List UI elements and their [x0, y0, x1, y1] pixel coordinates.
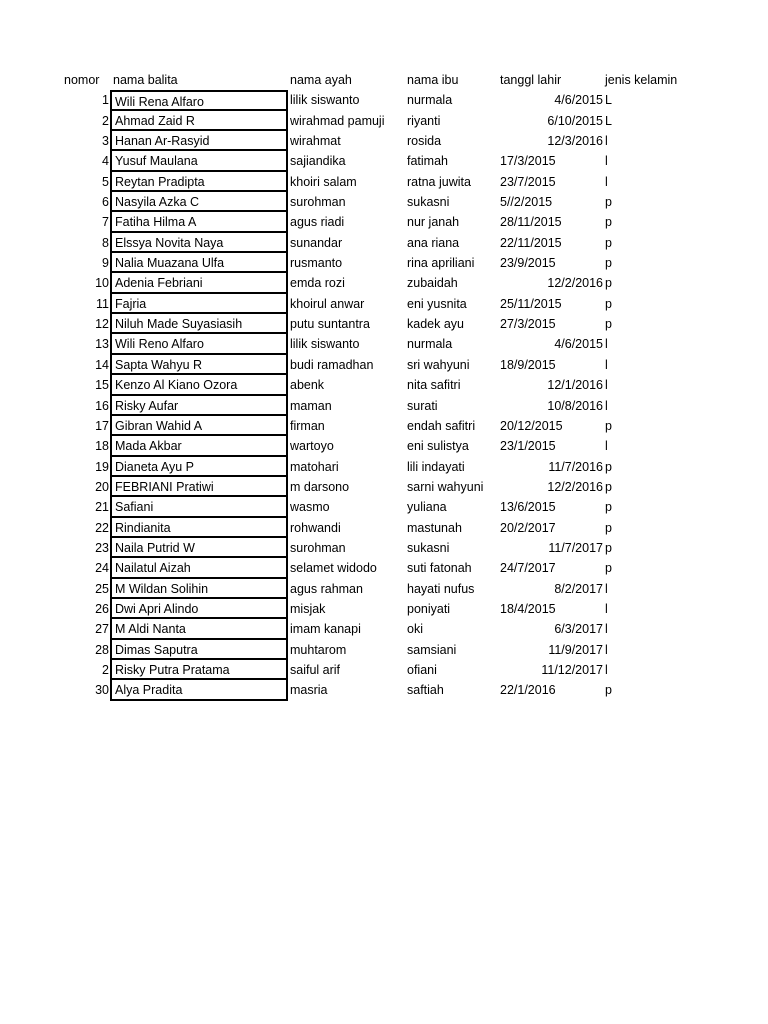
table-row: [0, 253, 768, 273]
cell-nomor: 26: [95, 601, 109, 616]
cell-nama-ayah: muhtarom: [290, 642, 347, 657]
cell-nama-ibu: nurmala: [407, 337, 453, 352]
cell-nomor: 21: [95, 500, 109, 515]
cell-nama-balita: Fatiha Hilma A: [110, 212, 288, 232]
cell-nama-ayah: agus rahman: [290, 581, 363, 596]
cell-jenis-kelamin: l: [605, 398, 608, 413]
cell-nama-balita: Risky Aufar: [110, 396, 288, 416]
cell-tanggal-lahir: 4/6/2015: [554, 337, 603, 352]
cell-jenis-kelamin: p: [605, 459, 612, 474]
table-row: [0, 497, 768, 517]
cell-nama-ibu: rina apriliani: [407, 256, 475, 271]
cell-nomor: 28: [95, 642, 109, 657]
cell-jenis-kelamin: p: [605, 561, 612, 576]
cell-jenis-kelamin: p: [605, 256, 612, 271]
cell-nama-ayah: agus riadi: [290, 215, 345, 230]
cell-nama-ibu: kadek ayu: [407, 317, 464, 332]
cell-jenis-kelamin: l: [605, 337, 608, 352]
cell-jenis-kelamin: p: [605, 215, 612, 230]
cell-nama-ibu: nita safitri: [407, 378, 461, 393]
cell-jenis-kelamin: p: [605, 683, 612, 698]
cell-nama-ibu: sri wahyuni: [407, 357, 470, 372]
cell-nama-ayah: budi ramadhan: [290, 357, 374, 372]
table-row: [0, 680, 768, 700]
table-body: [0, 90, 768, 700]
cell-nomor: 1: [102, 93, 109, 108]
cell-jenis-kelamin: p: [605, 195, 612, 210]
cell-nomor: 8: [102, 235, 109, 250]
cell-tanggal-lahir: 17/3/2015: [500, 154, 556, 169]
cell-tanggal-lahir: 5//2/2015: [500, 195, 553, 210]
cell-jenis-kelamin: l: [605, 581, 608, 596]
cell-jenis-kelamin: p: [605, 540, 612, 555]
cell-jenis-kelamin: l: [605, 439, 608, 454]
cell-nama-ayah: sunandar: [290, 235, 343, 250]
cell-jenis-kelamin: p: [605, 479, 612, 494]
cell-tanggal-lahir: 11/7/2016: [548, 459, 603, 474]
cell-tanggal-lahir: 23/9/2015: [500, 256, 556, 271]
cell-nama-ibu: ana riana: [407, 235, 460, 250]
cell-nama-ibu: mastunah: [407, 520, 462, 535]
cell-nama-ayah: m darsono: [290, 479, 350, 494]
cell-nama-balita: Fajria: [110, 294, 288, 314]
cell-nama-ibu: samsiani: [407, 642, 457, 657]
cell-nomor: 10: [95, 276, 109, 291]
cell-nama-ayah: rohwandi: [290, 520, 341, 535]
table-row: [0, 334, 768, 354]
cell-nama-ayah: rusmanto: [290, 256, 343, 271]
cell-nama-balita: Nalia Muazana Ulfa: [110, 253, 288, 273]
cell-nama-ibu: saftiah: [407, 683, 444, 698]
cell-jenis-kelamin: L: [605, 113, 612, 128]
cell-nomor: 9: [102, 256, 109, 271]
cell-nomor: 17: [95, 418, 109, 433]
cell-nomor: 19: [95, 459, 109, 474]
cell-tanggal-lahir: 12/2/2016: [547, 276, 603, 291]
cell-nama-balita: Niluh Made Suyasiasih: [110, 314, 288, 334]
cell-nama-balita: Kenzo Al Kiano Ozora: [110, 375, 288, 395]
cell-nama-ibu: zubaidah: [407, 276, 458, 291]
cell-jenis-kelamin: l: [605, 174, 608, 189]
cell-nomor: 5: [102, 174, 109, 189]
cell-nomor: 16: [95, 398, 109, 413]
header-nama-balita: nama balita: [113, 73, 178, 87]
cell-tanggal-lahir: 12/2/2016: [547, 479, 603, 494]
cell-nama-ayah: imam kanapi: [290, 622, 361, 637]
cell-tanggal-lahir: 20/2/2017: [500, 520, 556, 535]
header-nama-ibu: nama ibu: [407, 73, 459, 87]
cell-nama-ibu: sukasni: [407, 195, 450, 210]
cell-nama-ayah: wasmo: [290, 500, 330, 515]
cell-nama-balita: FEBRIANI Pratiwi: [110, 477, 288, 497]
cell-nama-balita: Elssya Novita Naya: [110, 233, 288, 253]
cell-tanggal-lahir: 23/1/2015: [500, 439, 556, 454]
cell-tanggal-lahir: 22/1/2016: [500, 683, 556, 698]
cell-nama-ibu: ratna juwita: [407, 174, 471, 189]
cell-nama-ibu: fatimah: [407, 154, 448, 169]
cell-nama-balita: Dimas Saputra: [110, 640, 288, 660]
cell-nama-ibu: eni sulistya: [407, 439, 469, 454]
cell-nomor: 30: [95, 683, 109, 698]
cell-nama-ibu: nur janah: [407, 215, 460, 230]
cell-nama-balita: Sapta Wahyu R: [110, 355, 288, 375]
cell-tanggal-lahir: 12/3/2016: [547, 134, 603, 149]
cell-nama-balita: Reytan Pradipta: [110, 172, 288, 192]
table-row: [0, 131, 768, 151]
table-row: [0, 640, 768, 660]
cell-nama-ayah: sajiandika: [290, 154, 346, 169]
cell-tanggal-lahir: 22/11/2015: [500, 235, 562, 250]
cell-nama-balita: Alya Pradita: [110, 680, 288, 700]
table-row: [0, 579, 768, 599]
cell-nama-ibu: poniyati: [407, 601, 451, 616]
cell-nama-ayah: misjak: [290, 601, 326, 616]
cell-nama-ayah: wirahmad pamuji: [290, 113, 385, 128]
cell-nama-ayah: selamet widodo: [290, 561, 377, 576]
cell-nama-ayah: matohari: [290, 459, 339, 474]
table-row: [0, 599, 768, 619]
cell-jenis-kelamin: p: [605, 296, 612, 311]
cell-nama-ibu: surati: [407, 398, 438, 413]
table-row: [0, 518, 768, 538]
cell-tanggal-lahir: 8/2/2017: [554, 581, 603, 596]
table-row: [0, 151, 768, 171]
cell-jenis-kelamin: l: [605, 134, 608, 149]
cell-nama-ibu: sukasni: [407, 540, 450, 555]
table-row: [0, 477, 768, 497]
cell-tanggal-lahir: 4/6/2015: [554, 93, 603, 108]
cell-nama-balita: Dwi Apri Alindo: [110, 599, 288, 619]
cell-nama-balita: Risky Putra Pratama: [110, 660, 288, 680]
cell-tanggal-lahir: 27/3/2015: [500, 317, 556, 332]
cell-nomor: 25: [95, 581, 109, 596]
cell-jenis-kelamin: l: [605, 378, 608, 393]
cell-jenis-kelamin: p: [605, 317, 612, 332]
cell-nama-ayah: putu suntantra: [290, 317, 370, 332]
cell-nama-ayah: abenk: [290, 378, 325, 393]
cell-nama-ayah: masria: [290, 683, 328, 698]
table-row: [0, 619, 768, 639]
cell-jenis-kelamin: l: [605, 642, 608, 657]
cell-nomor: 11: [96, 296, 109, 311]
cell-nama-balita: Hanan Ar-Rasyid: [110, 131, 288, 151]
cell-nama-ibu: oki: [407, 622, 423, 637]
cell-nomor: 6: [102, 195, 109, 210]
cell-nama-ibu: nurmala: [407, 93, 453, 108]
cell-nama-balita: Nasyila Azka C: [110, 192, 288, 212]
cell-nomor: 14: [95, 357, 109, 372]
cell-nama-ayah: lilik siswanto: [290, 337, 360, 352]
cell-nama-balita: Gibran Wahid A: [110, 416, 288, 436]
cell-nomor: 15: [95, 378, 109, 393]
cell-nomor: 4: [102, 154, 109, 169]
cell-nomor: 24: [95, 561, 109, 576]
cell-nama-balita: Wili Reno Alfaro: [110, 334, 288, 354]
cell-nama-balita: Nailatul Aizah: [110, 558, 288, 578]
table-row: [0, 111, 768, 131]
cell-nama-ayah: surohman: [290, 540, 346, 555]
cell-jenis-kelamin: p: [605, 235, 612, 250]
header-jenis-kelamin: jenis kelamin: [605, 73, 678, 87]
cell-nama-balita: Adenia Febriani: [110, 273, 288, 293]
cell-tanggal-lahir: 23/7/2015: [500, 174, 556, 189]
table-row: [0, 375, 768, 395]
cell-nomor: 22: [95, 520, 109, 535]
cell-nama-balita: Mada Akbar: [110, 436, 288, 456]
table-row: [0, 314, 768, 334]
cell-nama-ayah: emda rozi: [290, 276, 345, 291]
cell-nama-ayah: khoirul anwar: [290, 296, 365, 311]
cell-jenis-kelamin: l: [605, 622, 608, 637]
table-row: [0, 416, 768, 436]
table-row: [0, 457, 768, 477]
cell-nama-balita: M Wildan Solihin: [110, 579, 288, 599]
spreadsheet-table: [0, 70, 768, 701]
header-row: [0, 70, 768, 90]
table-row: [0, 192, 768, 212]
cell-tanggal-lahir: 13/6/2015: [500, 500, 556, 515]
cell-tanggal-lahir: 6/3/2017: [554, 622, 603, 637]
cell-nama-ibu: riyanti: [407, 113, 441, 128]
table-row: [0, 538, 768, 558]
cell-nama-ayah: khoiri salam: [290, 174, 357, 189]
table-row: [0, 436, 768, 456]
cell-nama-ayah: lilik siswanto: [290, 93, 360, 108]
table-row: [0, 90, 768, 110]
cell-nama-ibu: ofiani: [407, 662, 437, 677]
cell-nama-ibu: yuliana: [407, 500, 447, 515]
cell-nama-balita: Yusuf Maulana: [110, 151, 288, 171]
cell-tanggal-lahir: 18/9/2015: [500, 357, 556, 372]
cell-jenis-kelamin: l: [605, 662, 608, 677]
cell-nama-balita: Rindianita: [110, 518, 288, 538]
cell-tanggal-lahir: 24/7/2017: [500, 561, 556, 576]
cell-jenis-kelamin: L: [605, 93, 612, 108]
cell-nama-ibu: hayati nufus: [407, 581, 475, 596]
cell-nama-ibu: rosida: [407, 134, 442, 149]
table-row: [0, 212, 768, 232]
cell-tanggal-lahir: 6/10/2015: [547, 113, 603, 128]
cell-nama-ibu: suti fatonah: [407, 561, 472, 576]
cell-jenis-kelamin: l: [605, 601, 608, 616]
cell-nomor: 23: [95, 540, 109, 555]
table-row: [0, 355, 768, 375]
cell-nama-balita: Dianeta Ayu P: [110, 457, 288, 477]
cell-nama-ayah: wartoyo: [290, 439, 334, 454]
cell-nama-balita: Wili Rena Alfaro: [110, 90, 288, 110]
cell-tanggal-lahir: 20/12/2015: [500, 418, 563, 433]
cell-tanggal-lahir: 11/7/2017: [548, 540, 603, 555]
cell-nama-ayah: saiful arif: [290, 662, 341, 677]
cell-tanggal-lahir: 28/11/2015: [500, 215, 562, 230]
cell-nomor: 13: [95, 337, 109, 352]
cell-nomor: 12: [95, 317, 109, 332]
table-row: [0, 396, 768, 416]
cell-nama-balita: Naila Putrid W: [110, 538, 288, 558]
cell-tanggal-lahir: 18/4/2015: [500, 601, 556, 616]
cell-nama-balita: Ahmad Zaid R: [110, 111, 288, 131]
cell-nomor: 7: [102, 215, 109, 230]
table-row: [0, 172, 768, 192]
header-nama-ayah: nama ayah: [290, 73, 352, 87]
header-nomor: nomor: [64, 73, 100, 87]
cell-nama-ibu: lili indayati: [407, 459, 465, 474]
cell-nama-ibu: sarni wahyuni: [407, 479, 484, 494]
cell-jenis-kelamin: l: [605, 357, 608, 372]
cell-jenis-kelamin: p: [605, 500, 612, 515]
cell-jenis-kelamin: p: [605, 276, 612, 291]
cell-tanggal-lahir: 10/8/2016: [547, 398, 603, 413]
cell-nama-ayah: maman: [290, 398, 332, 413]
cell-tanggal-lahir: 25/11/2015: [500, 296, 562, 311]
cell-tanggal-lahir: 12/1/2016: [547, 378, 603, 393]
table-row: [0, 558, 768, 578]
cell-nama-ibu: eni yusnita: [407, 296, 467, 311]
cell-nama-ayah: firman: [290, 418, 325, 433]
cell-nama-ayah: wirahmat: [290, 134, 341, 149]
cell-nomor: 3: [102, 134, 109, 149]
table-row: [0, 660, 768, 680]
header-tanggal-lahir: tanggl lahir: [500, 73, 562, 87]
cell-nomor: 2: [102, 662, 109, 677]
cell-jenis-kelamin: p: [605, 418, 612, 433]
cell-nomor: 27: [95, 622, 109, 637]
cell-tanggal-lahir: 11/9/2017: [548, 642, 603, 657]
cell-nama-balita: Safiani: [110, 497, 288, 517]
cell-jenis-kelamin: l: [605, 154, 608, 169]
cell-nomor: 20: [95, 479, 109, 494]
table-row: [0, 273, 768, 293]
table-row: [0, 294, 768, 314]
cell-tanggal-lahir: 11/12/2017: [541, 662, 603, 677]
table-row: [0, 233, 768, 253]
cell-nomor: 2: [102, 113, 109, 128]
cell-nomor: 18: [95, 439, 109, 454]
cell-jenis-kelamin: p: [605, 520, 612, 535]
cell-nama-ayah: surohman: [290, 195, 346, 210]
cell-nama-balita: M Aldi Nanta: [110, 619, 288, 639]
cell-nama-ibu: endah safitri: [407, 418, 476, 433]
